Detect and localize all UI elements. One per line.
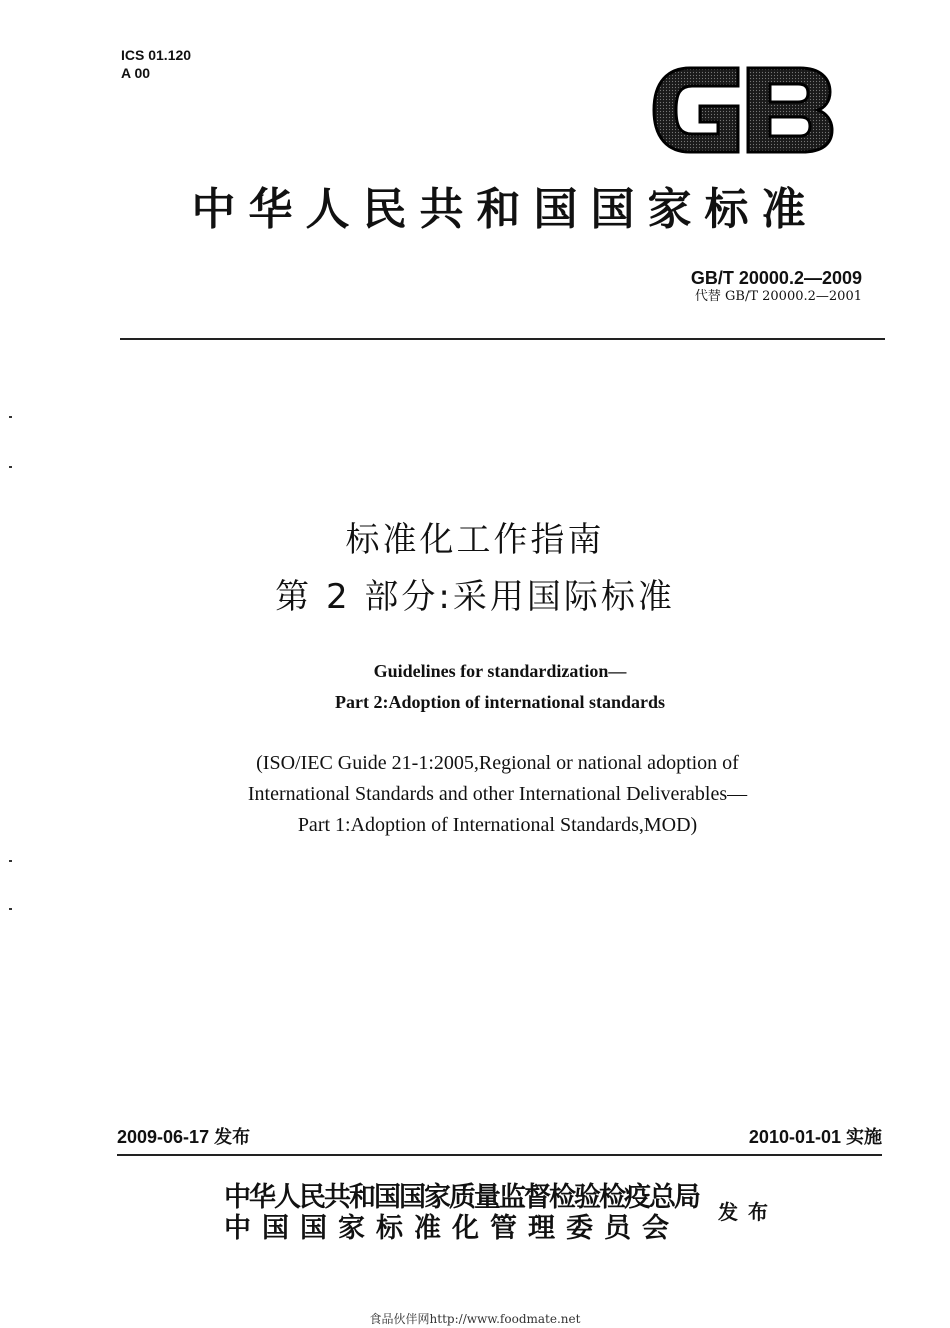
publisher-line2: 中国国家标准化管理委员会 (224, 1213, 680, 1244)
margin-mark (9, 860, 12, 862)
ics-code: ICS 01.120 (121, 47, 192, 63)
header-divider (120, 338, 885, 340)
footer-divider (117, 1154, 882, 1156)
classification-codes (121, 46, 191, 82)
chinese-title-line1: 标准化工作指南 (345, 520, 605, 560)
english-title-line1: Guidelines for standardization— (373, 661, 627, 681)
implementation-date: 2010-01-01 实施 (748, 1127, 882, 1147)
replaces-standard: 代替 GB/T 20000.2—2001 (694, 289, 862, 304)
class-code: A 00 (121, 65, 151, 81)
margin-mark (9, 908, 12, 910)
iso-reference-line2: International Standards and other International Deliverables— (247, 783, 748, 805)
chinese-title-line2: 第 2 部分:采用国际标准 (275, 577, 675, 617)
margin-mark (9, 416, 12, 418)
publisher-line1: 中华人民共和国国家质量监督检验检疫总局 (224, 1182, 699, 1213)
margin-mark (9, 466, 12, 468)
english-title-line2: Part 2:Adoption of international standards (334, 692, 666, 712)
issue-date: 2009-06-17 发布 (117, 1127, 251, 1147)
iso-reference-line3: Part 1:Adoption of International Standards,MOD) (297, 814, 698, 836)
national-standard-title: 中华人民共和国国家标准 (191, 184, 819, 235)
publish-action: 发布 (718, 1200, 778, 1224)
iso-reference-line1: (ISO/IEC Guide 21-1:2005,Regional or national adoption of (256, 752, 739, 774)
gb-logo (650, 62, 836, 158)
standard-number: GB/T 20000.2—2009 (690, 268, 862, 288)
source-watermark: 食品伙伴网http://www.foodmate.net (369, 1312, 581, 1326)
